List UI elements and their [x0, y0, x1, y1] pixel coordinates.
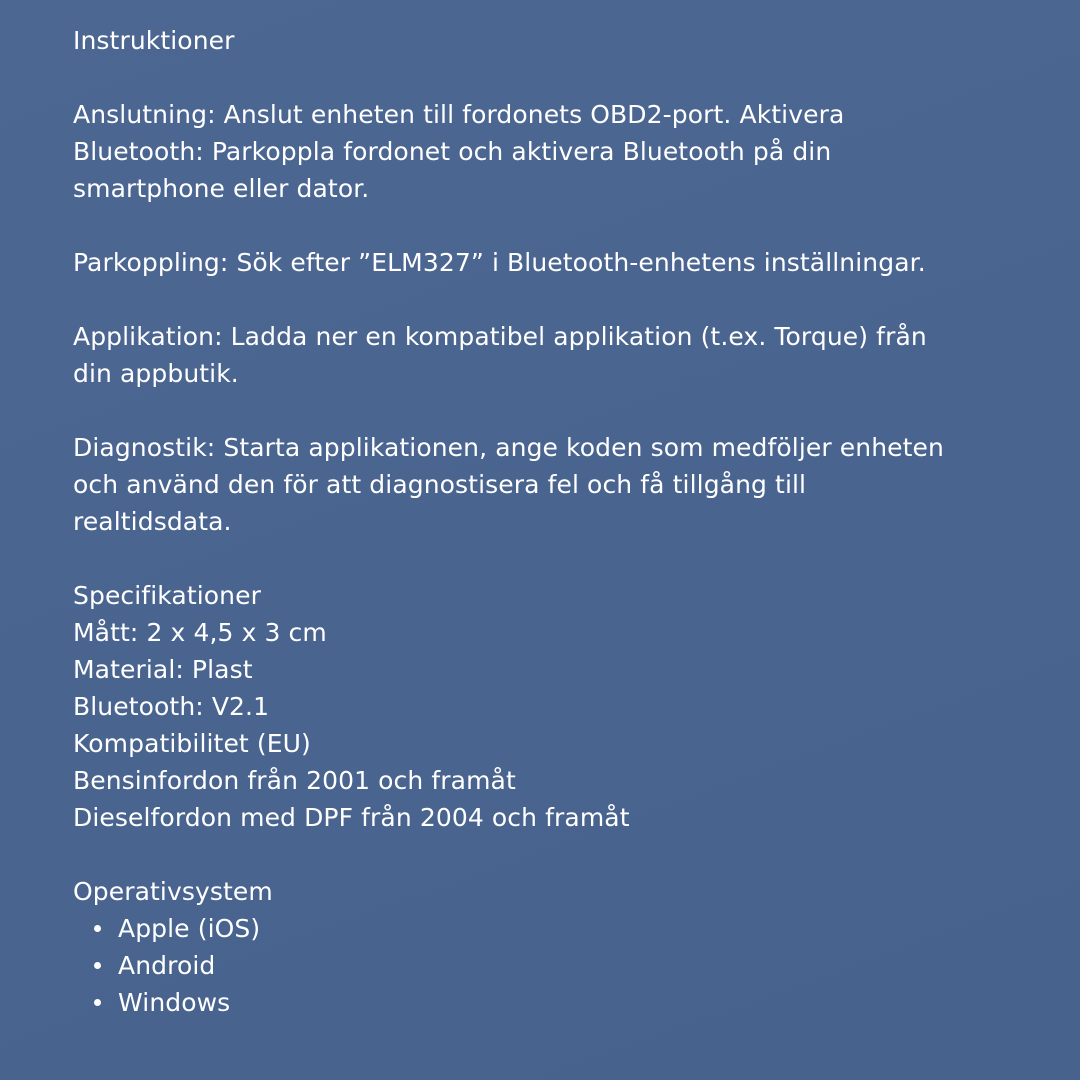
spacer: [73, 59, 953, 96]
list-item: Apple (iOS): [73, 910, 953, 947]
application-step: Applikation: Ladda ner en kompatibel applikation (t.ex. Torque) från din appbutik.: [73, 322, 927, 388]
list-item: Windows: [73, 984, 953, 1021]
spec-diesel-vehicles: Dieselfordon med DPF från 2004 och framåt: [73, 803, 630, 832]
spec-bluetooth: Bluetooth: V2.1: [73, 692, 270, 721]
spec-petrol-vehicles: Bensinfordon från 2001 och framåt: [73, 766, 516, 795]
spec-material: Material: Plast: [73, 655, 253, 684]
connection-step: Anslutning: Anslut enheten till fordonets OBD2-port. Aktivera Bluetooth: Parkoppla fordonet och aktivera Bluetooth på din smartphone eller dator.: [73, 100, 845, 203]
spacer: [73, 392, 953, 429]
spec-compatibility: Kompatibilitet (EU): [73, 729, 311, 758]
os-list: [73, 910, 953, 1021]
pairing-step: Parkoppling: Sök efter ”ELM327” i Bluetooth-enhetens inställningar.: [73, 248, 926, 277]
list-item: Android: [73, 947, 953, 984]
specifications-heading: Specifikationer: [73, 581, 261, 610]
spacer: [73, 836, 953, 873]
spacer: [73, 281, 953, 318]
os-heading: Operativsystem: [73, 877, 273, 906]
spacer: [73, 540, 953, 577]
spacer: [73, 207, 953, 244]
spec-dimensions: Mått: 2 x 4,5 x 3 cm: [73, 618, 327, 647]
diagnostics-step: Diagnostik: Starta applikationen, ange koden som medföljer enheten och använd den för att diagnostisera fel och få tillgång till realtidsdata.: [73, 433, 944, 536]
description-text: [73, 22, 953, 1021]
instructions-heading: Instruktioner: [73, 26, 235, 55]
